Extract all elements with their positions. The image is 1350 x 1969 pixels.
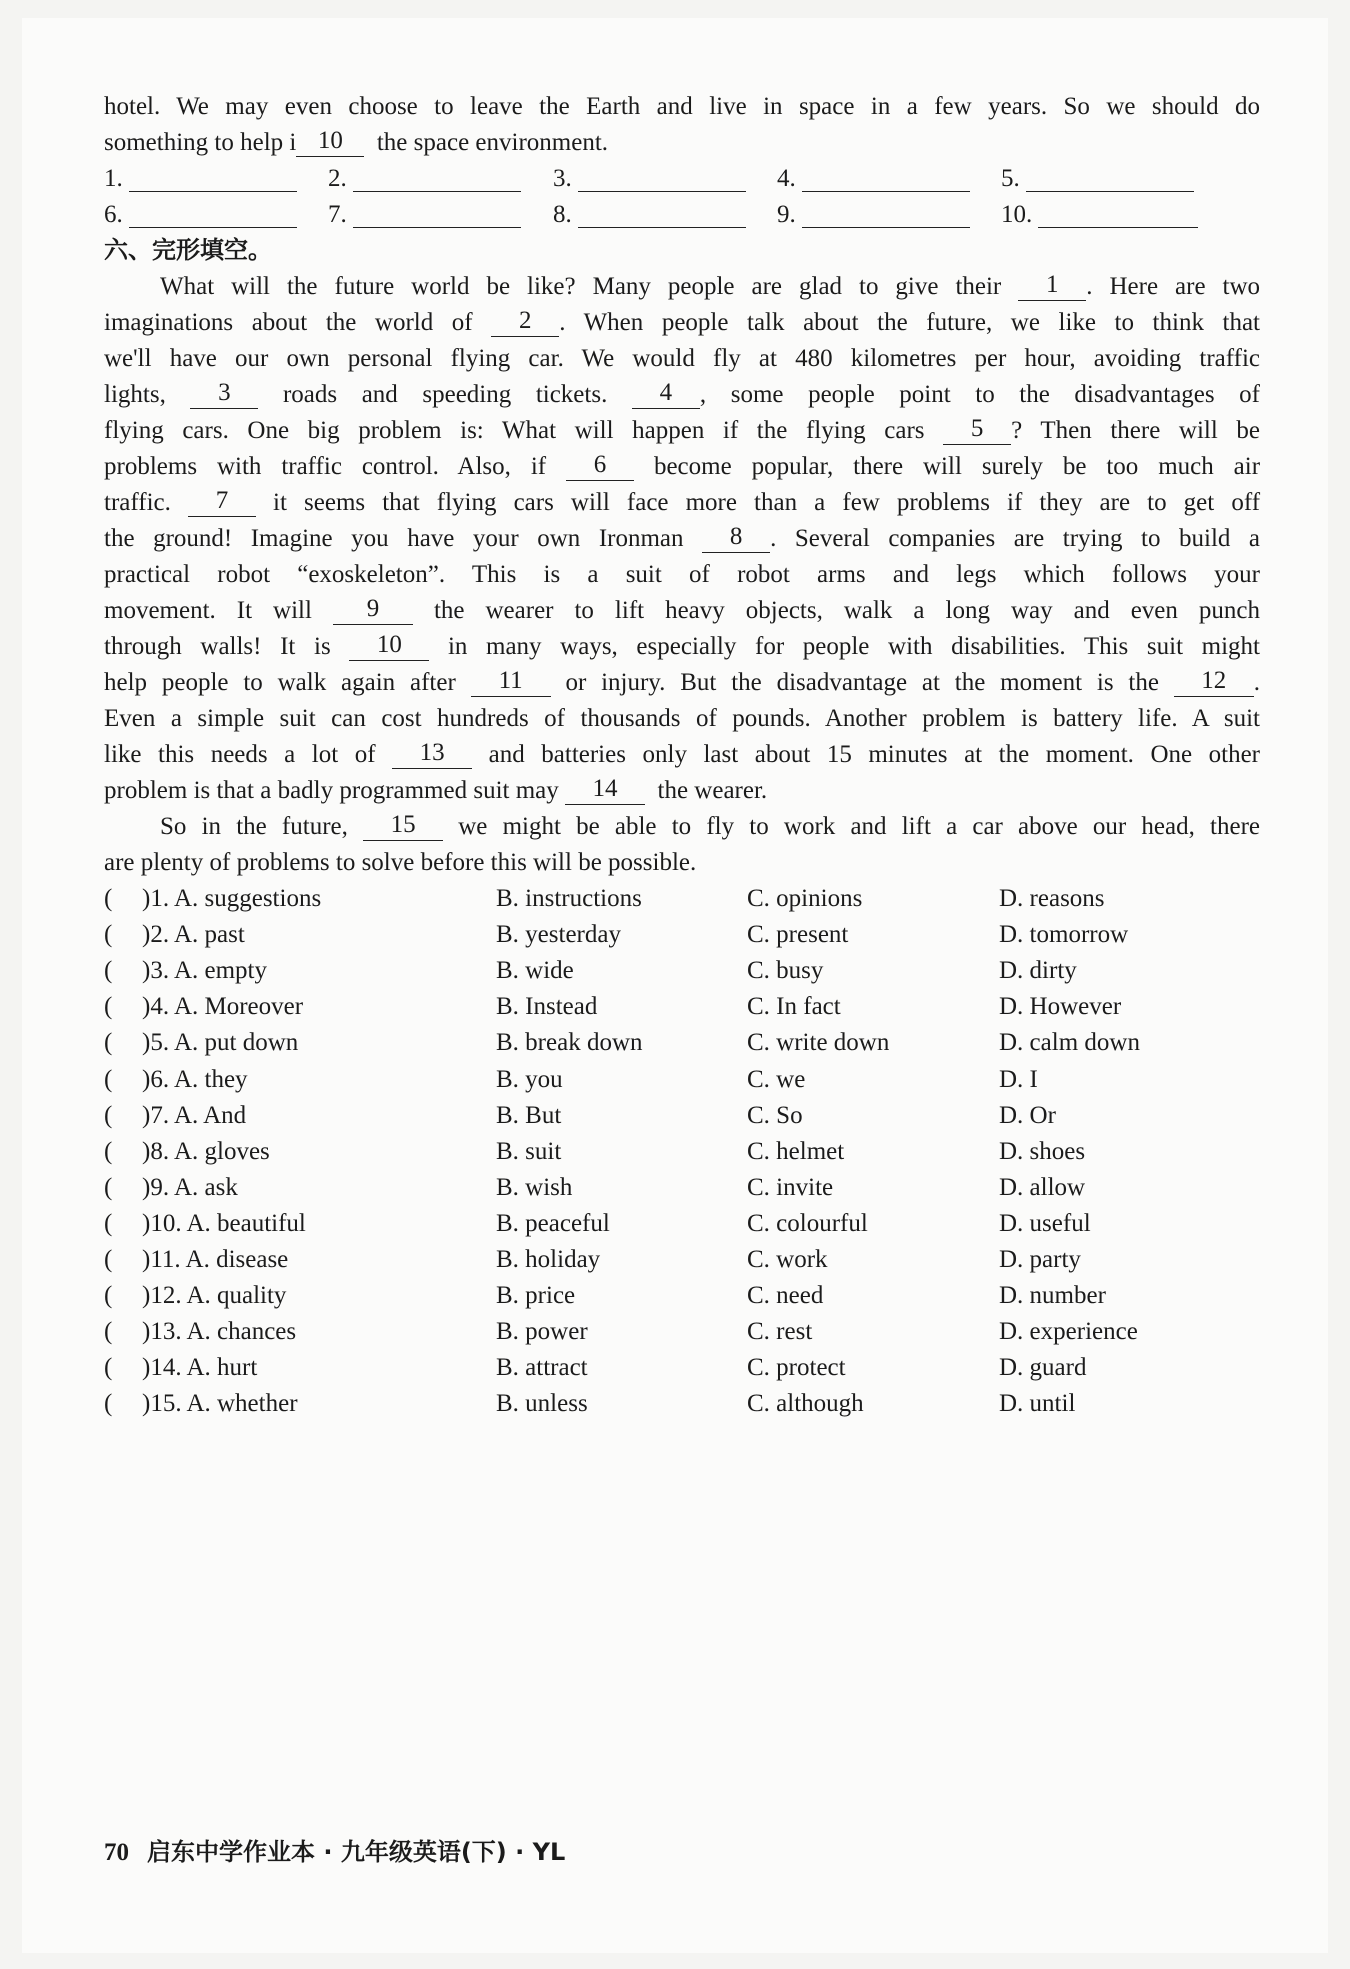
- answer-blank[interactable]: 1.: [104, 156, 297, 201]
- blank-15[interactable]: 15: [363, 810, 443, 841]
- paragraph-line: lights, 3 roads and speeding tickets. 4 , some people point to the disadvantages of: [104, 379, 1261, 408]
- option-b: B. suit: [496, 1137, 562, 1165]
- book-title: 启东中学作业本 · 九年级英语(下) · YL: [147, 1838, 566, 1866]
- paragraph-line: the ground! Imagine you have your own Ironman 8 . Several companies are trying to build a: [104, 523, 1261, 552]
- option-b: B. peaceful: [496, 1209, 610, 1237]
- answer-blank[interactable]: 6.: [104, 192, 297, 237]
- section-heading: 六、完形填空。: [104, 236, 272, 264]
- blank-11[interactable]: 11: [471, 666, 551, 697]
- blank-3[interactable]: 3: [190, 378, 258, 409]
- paragraph-line: flying cars. One big problem is: What will happen if the flying cars 5 ? Then there will be: [104, 415, 1260, 444]
- option-c: C. write down: [747, 1029, 890, 1057]
- paragraph-line: through walls! It is 10 in many ways, especially for people with disabilities. This suit might: [104, 631, 1260, 660]
- option-b: B. yesterday: [496, 921, 621, 949]
- option-c: C. protect: [747, 1354, 846, 1382]
- option-d: D. I: [999, 1065, 1038, 1093]
- option-b: B. power: [496, 1318, 588, 1346]
- answer-blank[interactable]: 10.: [1001, 192, 1198, 237]
- option-d: D. number: [999, 1282, 1106, 1310]
- option-a: )10. A. beautiful: [142, 1209, 306, 1237]
- option-c: C. colourful: [747, 1209, 868, 1237]
- blank-2[interactable]: 2: [491, 306, 559, 337]
- option-b: B. price: [496, 1282, 576, 1310]
- option-c: C. busy: [747, 957, 824, 985]
- answer-paren[interactable]: (: [104, 921, 113, 949]
- answer-blank[interactable]: 2.: [328, 156, 521, 201]
- option-c: C. present: [747, 921, 849, 949]
- option-d: D. shoes: [999, 1137, 1086, 1165]
- paragraph-line: Even a simple suit can cost hundreds of thousands of pounds. Another problem is battery life. A suit: [104, 705, 1260, 732]
- option-b: B. Instead: [496, 993, 598, 1021]
- option-b: B. But: [496, 1101, 562, 1129]
- answer-paren[interactable]: (: [104, 1065, 113, 1093]
- option-d: D. tomorrow: [999, 921, 1129, 949]
- option-c: C. opinions: [747, 885, 863, 912]
- blank-12[interactable]: 12: [1174, 666, 1254, 697]
- paragraph-line: problem is that a badly programmed suit may 14 the wearer.: [104, 775, 768, 804]
- answer-paren[interactable]: (: [104, 1209, 113, 1237]
- answer-blank[interactable]: 7.: [328, 192, 521, 237]
- option-d: D. dirty: [999, 957, 1077, 985]
- blank-10[interactable]: 10: [296, 126, 364, 157]
- paragraph-line: like this needs a lot of 13 and batteries only last about 15 minutes at the moment. One other: [104, 739, 1261, 768]
- option-a: )12. A. quality: [142, 1282, 287, 1310]
- option-b: B. you: [496, 1065, 563, 1093]
- option-a: )9. A. ask: [142, 1173, 238, 1201]
- option-d: D. guard: [999, 1354, 1087, 1382]
- page-number: 70: [104, 1839, 129, 1866]
- answer-blank[interactable]: 9.: [777, 192, 970, 237]
- paragraph-line: help people to walk again after 11 or injury. But the disadvantage at the moment is the 12 .: [104, 667, 1261, 696]
- option-c: C. rest: [747, 1318, 813, 1346]
- option-a: )8. A. gloves: [142, 1137, 270, 1165]
- paragraph-line: hotel. We may even choose to leave the Earth and live in space in a few years. So we should do: [104, 93, 1260, 120]
- answer-paren[interactable]: (: [104, 1173, 113, 1201]
- option-a: )5. A. put down: [142, 1029, 299, 1057]
- option-d: D. reasons: [999, 885, 1105, 912]
- option-b: B. holiday: [496, 1246, 601, 1273]
- option-c: C. although: [747, 1390, 864, 1418]
- option-c: C. we: [747, 1065, 806, 1093]
- blank-5[interactable]: 5: [943, 414, 1011, 445]
- option-a: )13. A. chances: [142, 1318, 297, 1346]
- option-b: B. wide: [496, 957, 574, 985]
- option-a: )15. A. whether: [142, 1390, 298, 1418]
- option-d: D. allow: [999, 1173, 1086, 1201]
- option-b: B. attract: [496, 1354, 588, 1382]
- paragraph-line: traffic. 7 it seems that flying cars will face more than a few problems if they are to get off: [104, 487, 1261, 516]
- option-a: )4. A. Moreover: [142, 993, 304, 1021]
- paragraph-line: imaginations about the world of 2 . When people talk about the future, we like to think that: [104, 307, 1260, 336]
- answer-paren[interactable]: (: [104, 1101, 113, 1129]
- option-a: )1. A. suggestions: [142, 885, 322, 912]
- answer-blank[interactable]: 3.: [553, 156, 746, 201]
- option-b: B. unless: [496, 1390, 588, 1418]
- blank-7[interactable]: 7: [188, 486, 256, 517]
- answer-paren[interactable]: (: [104, 1137, 113, 1165]
- question-row: [104, 1381, 1260, 1426]
- blank-14[interactable]: 14: [565, 774, 645, 805]
- option-d: D. However: [999, 993, 1122, 1021]
- text-fragment: something to help i: [104, 129, 297, 156]
- answer-paren[interactable]: (: [104, 1246, 113, 1273]
- blank-8[interactable]: 8: [702, 522, 770, 553]
- option-c: C. helmet: [747, 1137, 845, 1165]
- answer-blank[interactable]: 5.: [1001, 156, 1194, 201]
- option-d: D. Or: [999, 1101, 1056, 1129]
- paragraph-line: movement. It will 9 the wearer to lift heavy objects, walk a long way and even punch: [104, 595, 1261, 624]
- option-d: D. party: [999, 1246, 1081, 1273]
- option-c: C. In fact: [747, 993, 841, 1021]
- option-a: )14. A. hurt: [142, 1354, 258, 1382]
- blank-10[interactable]: 10: [349, 630, 429, 661]
- blank-13[interactable]: 13: [392, 738, 472, 769]
- text-fragment: the space environment.: [376, 129, 609, 156]
- option-b: B. instructions: [496, 885, 642, 912]
- paragraph-line: What will the future world be like? Many people are glad to give their 1 . Here are two: [160, 271, 1261, 300]
- answer-paren[interactable]: (: [104, 1390, 113, 1418]
- paragraph-line: practical robot “exoskeleton”. This is a suit of robot arms and legs which follows your: [104, 561, 1260, 588]
- option-b: B. break down: [496, 1029, 643, 1057]
- option-d: D. calm down: [999, 1029, 1140, 1057]
- option-d: D. useful: [999, 1209, 1091, 1237]
- answer-paren[interactable]: (: [104, 957, 113, 985]
- option-a: )11. A. disease: [142, 1246, 289, 1273]
- option-c: C. invite: [747, 1173, 834, 1201]
- option-a: )3. A. empty: [142, 957, 267, 985]
- answer-paren[interactable]: (: [104, 1354, 113, 1382]
- answer-paren[interactable]: (: [104, 1282, 113, 1310]
- blank-9[interactable]: 9: [333, 594, 413, 625]
- blank-1[interactable]: 1: [1018, 270, 1086, 301]
- answer-blank[interactable]: 8.: [553, 192, 746, 237]
- option-c: C. work: [747, 1246, 828, 1273]
- option-c: C. So: [747, 1101, 803, 1129]
- option-a: )2. A. past: [142, 921, 245, 949]
- answer-paren[interactable]: (: [104, 993, 113, 1021]
- option-a: )6. A. they: [142, 1065, 248, 1093]
- blank-6[interactable]: 6: [566, 450, 634, 481]
- answer-paren[interactable]: (: [104, 885, 113, 912]
- paragraph-line: So in the future, 15 we might be able to fly to work and lift a car above our head, there: [160, 811, 1261, 840]
- option-d: D. until: [999, 1390, 1076, 1418]
- option-c: C. need: [747, 1282, 824, 1310]
- paragraph-line: problems with traffic control. Also, if 6 become popular, there will surely be too much air: [104, 451, 1261, 480]
- option-d: D. experience: [999, 1318, 1138, 1346]
- paragraph-line: we'll have our own personal flying car. We would fly at 480 kilometres per hour, avoiding traffic: [104, 345, 1260, 372]
- answer-paren[interactable]: (: [104, 1318, 113, 1346]
- paragraph-line: are plenty of problems to solve before this will be possible.: [104, 849, 697, 876]
- page-footer: [104, 1832, 565, 1867]
- blank-4[interactable]: 4: [632, 378, 700, 409]
- option-b: B. wish: [496, 1173, 573, 1201]
- answer-paren[interactable]: (: [104, 1029, 113, 1057]
- answer-blank[interactable]: 4.: [777, 156, 970, 201]
- option-a: )7. A. And: [142, 1101, 247, 1129]
